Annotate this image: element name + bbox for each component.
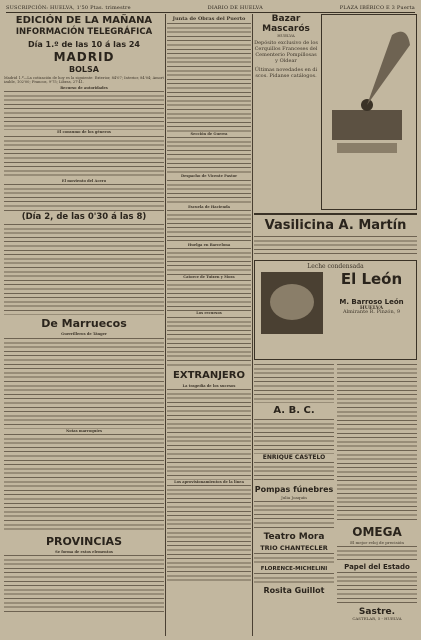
text-block [254,572,334,586]
subhead: Notas marroquíes [65,428,103,433]
trio-chantecler: TRIO CHANTECLER [260,544,328,553]
date-line: Día 1.º de las 10 á las 24 [27,39,140,49]
subhead: La tragedia de los sucesos [182,383,236,388]
gramophone-ad [321,14,417,210]
text-block [167,316,251,368]
papel-estado: Papel del Estado [344,563,410,572]
bazar-title: Bazar Mascarós [262,14,310,34]
city-heading: MADRID [53,49,115,64]
text-block [167,279,251,311]
text-block [4,433,164,533]
provincias-heading: PROVINCIAS [45,535,122,549]
el-leon-ad [254,260,417,360]
text-block [167,179,251,205]
sastre-address: CASTELAR, 5 - HUELVA [352,616,402,622]
subhead: El moviento del Acero [61,178,107,183]
bazar-ad [254,14,318,210]
column-head: Junta de Obras del Puerto [172,16,246,22]
text-block [337,571,417,605]
subhead: Los recursos [196,311,222,316]
column-rule [165,14,166,636]
pompas-owner: Julia Joaquín [281,495,307,500]
marruecos-heading: De Marruecos [41,317,127,331]
subhead: Recurso de autoridades [60,86,108,91]
condensed-milk-can-icon [257,270,327,338]
gramophone-illustration [322,15,414,165]
left-ads [254,363,334,636]
florence-michelini: FLORENCE-MICHELINI [260,566,328,573]
text-block [254,500,334,530]
bazar-text: Depósito exclusivo de los Cerquillos Franceses del Cementerio Pompillosas y Oldear [254,40,318,65]
subhead: Los aprovisionamientos de la linea [174,480,244,485]
leon-brand: M. Barroso León [339,298,404,306]
teatro-title: Teatro Mora [263,532,325,543]
text-block [167,388,251,480]
text-block [4,183,164,211]
subhead: El consumo de los géneros [57,130,111,135]
text-block [167,209,251,243]
text-block [254,552,334,566]
column-1 [4,14,164,636]
text-block [167,484,251,584]
subhead: Huelga en Barcelona [187,242,231,247]
enrique-castelo: ENRIQUE CASTELO [262,454,326,461]
omega-ad: OMEGA [352,525,402,539]
text-block [254,461,334,483]
bazar-city: HUELVA [277,33,295,38]
text-block [337,363,417,523]
text-block [4,90,164,130]
subhead: Despacho de Vicente Pastor [180,174,238,179]
column-2 [167,14,251,636]
text-block [4,223,164,315]
vasilicina-ad: Vasilicina A. Martín [264,218,407,233]
leon-address: Almirante R. Pinzón, 9 [342,309,401,316]
masthead-right: PLAZA IBÉRICO E 3 Puerta [339,4,415,11]
subhead: Catorce de Tuixen y Mora [183,275,235,280]
subhead: Escuela de Hacienda [188,204,230,209]
text-block [4,337,164,429]
bazar-tail: Últimas novedades en discos. Pidanse catálogos. [254,67,318,80]
abc-ad: A. B. C. [273,405,315,416]
text-block [167,22,251,132]
masthead-left: SUSCRIPCIÓN: HUELVA, 1'50 Ptas. trimestre [6,4,131,11]
column-3 [254,14,417,636]
bolsa-heading: BOLSA [69,64,99,74]
column-rule [252,14,253,636]
text-block [254,363,334,403]
extranjero-heading: EXTRANJERO [173,369,245,381]
pompas-title: Pompas fúnebres [254,485,334,494]
sastre: Sastre. [358,607,396,618]
rosita-guillot: Rosita Guillot [263,586,325,596]
masthead [6,3,415,13]
masthead-center: DIARIO DE HUELVA [207,4,263,11]
text-block [167,247,251,275]
time-line: (Día 2, de las 0'30 á las 8) [21,211,147,222]
leon-title: El León [340,270,403,288]
subhead: Guerrilleros de Tánger [61,332,107,337]
leche-label: Leche condensada [307,263,364,270]
right-ads [337,363,417,636]
text-block [4,135,164,179]
text-block [4,554,164,614]
edition-title: EDICIÓN DE LA MAÑANA [15,15,153,26]
subhead: Se forma de estos elementos [55,550,113,555]
divider [254,213,417,215]
omega-sub: El mejor reloj de precisión [350,540,404,545]
telegraph-subtitle: INFORMACIÓN TELEGRÁFICA [15,27,153,37]
text-block [167,136,251,174]
subhead: Sección de Guerra [190,132,228,136]
bolsa-text: Madrid 1.º—La cotización de hoy es la siguiente: Exterior, 84'07; Interior, 84'04; Amortizable, 102'00; Francos, 9'75; Libras, 27'41. [4,75,164,84]
text-block [337,545,417,563]
text-block [254,235,417,257]
text-block [254,418,334,454]
leon-city: HUELVA [359,305,384,311]
